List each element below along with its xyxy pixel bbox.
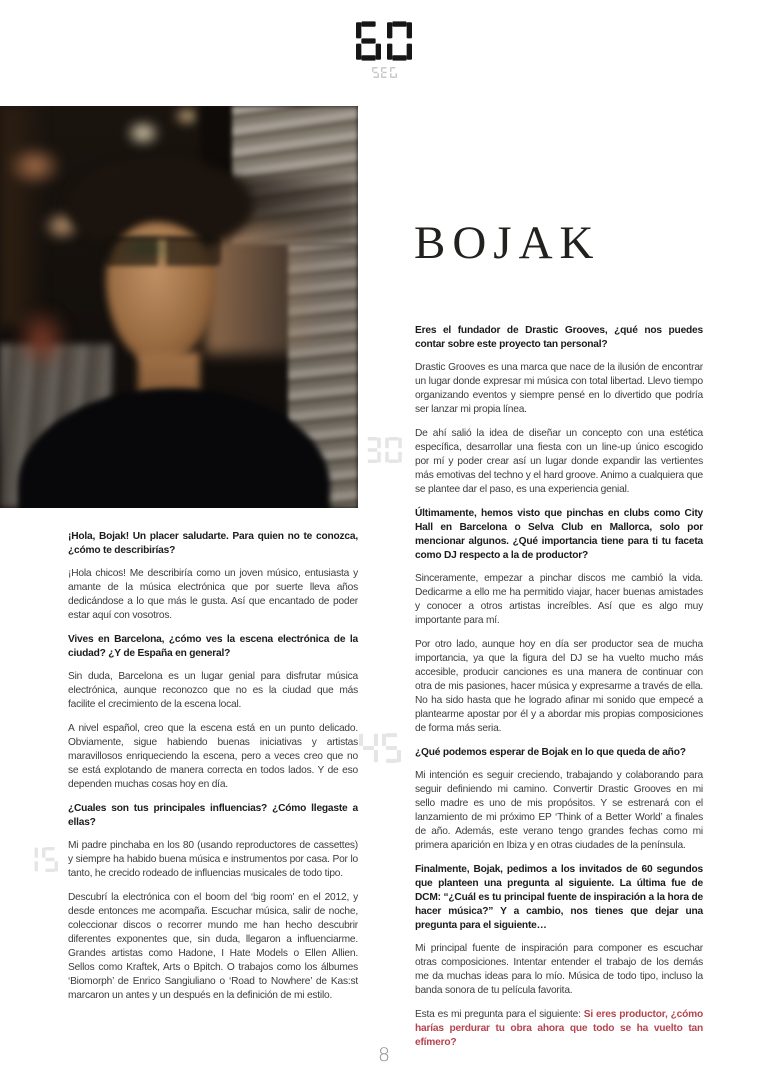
timeline-marker-15 [22,847,58,872]
interview-question: Eres el fundador de Drastic Grooves, ¿qué nos puedes contar sobre este proyecto tan personal? [415,325,703,350]
segment-char [364,437,381,463]
segment-char [381,67,388,78]
interview-answer: Drastic Grooves es una marca que nace de la ilusión de encontrar un lugar donde expresar mi música con total libertad. Llevo tiempo organizando eventos y siempre pensé en lo divertido que podría ser lanzar mi propia línea. [415,362,703,415]
interview-question: Últimamente, hemos visto que pinchas en clubs como City Hall en Barcelona o Selva Club en Mallorca, solo por mencionar algunos. ¿Qué importancia tiene para ti tu faceta como DJ respecto a la de productor? [415,508,703,561]
segment-char [390,67,397,78]
segment-char [385,437,402,463]
masthead [0,21,768,78]
interview-answer: Descubrí la electrónica con el boom del ‘big room’ en el 2012, y desde entonces me acompaña. Escuchar música, salir de noche, coleccionar discos o recorrer mundo me han hecho descubrir diferentes exponentes que, sin duda, llegaron a influenciarme. Grandes artistas como Hadone, I Hate Models o Ellen Allien. Sellos como Kraftek, Arts o Bpitch. O trabajos como los álbumes ‘Biomorph’ de Enrico Sangiuliano o ‘Road to Nowhere’ de Kas:st marcaron un antes y un después en la definición de mi estilo. [68,892,358,1001]
interview-question: Finalmente, Bojak, pedimos a los invitados de 60 segundos que planteen una pregunta al siguiente. La última fue de DCM: “¿Cuál es tu principal fuente de inspiración a la hora de hacer música?” Y a cambio, nos tienes que dejar una pregunta para el siguiente… [415,864,703,931]
answer-lead-text: Esta es mi pregunta para el siguiente: [415,1009,584,1020]
segment-char [372,67,379,78]
segment-char [359,733,378,763]
interview-left-column [68,527,358,1013]
interview-answer: Sinceramente, empezar a pinchar discos me cambió la vida. Dedicarme a ello me ha permitido viajar, hacer buenas amistades y conocer a otros artistas increíbles. Así que es algo muy importante para mí. [415,573,703,626]
interview-answer: ¡Hola chicos! Me describiría como un joven músico, entusiasta y amante de la música electrónica que por suerte lleva años dedicándose a lo que más le gusta. Así que encantado de poder estar aquí con vosotros. [68,568,358,621]
page-number: 8 [377,1044,391,1066]
seconds-unit-label [372,67,397,78]
interview-right-column [415,321,703,1060]
interview-answer: De ahí salió la idea de diseñar un concepto con una estética específica, desarrollar una fiesta con un line-up único escogido por mí y poder crear así un lugar donde expandir las vertientes más emotivas del techno y el hard groove. Animo a cualquiera que se plantee dar el paso, es una experiencia genial. [415,428,703,495]
artist-portrait-photo [0,106,358,508]
segment-char [42,847,58,872]
segment-char [387,21,412,61]
interview-question: ¿Cuales son tus principales influencias? ¿Cómo llegaste a ellas? [68,803,358,828]
interview-answer: Por otro lado, aunque hoy en día ser productor sea de mucha importancia, ya que la figura del DJ se ha vuelto mucho más accesible, producir canciones es una manera de continuar con otra de mis pasiones, hacer música y expresarme a través de ella. No ha sido hasta que he logrado afinar mi sonido que empecé a plantearme apostar por él y a abordar mis propias composiciones de forma más seria. [415,639,703,734]
next-question-highlight: Si eres productor, ¿cómo harías perdurar tu obra ahora que todo se ha vuelto tan efímero? [415,1009,703,1048]
segment-char [382,733,401,763]
seconds-number-display [356,21,412,61]
interview-question: ¡Hola, Bojak! Un placer saludarte. Para quien no te conozca, ¿cómo te describirías? [68,531,358,556]
interview-question: ¿Qué podemos esperar de Bojak en lo que queda de año? [415,747,686,758]
photo-glasses [103,236,221,266]
segment-char [22,847,38,872]
segment-char [356,21,381,61]
interview-answer: A nivel español, creo que la escena está en un punto delicado. Obviamente, sigue habiendo buenas iniciativas y artistas maravillosos enriqueciendo la escena, pero a veces creo que no se está explotando de manera correcta en todos lados. Y de eso dependen muchas cosas hoy en día. [68,723,358,790]
artist-name-title: BOJAK [414,217,601,269]
photo-red-light [14,306,70,372]
timeline-marker-45 [359,733,401,763]
interview-question: Vives en Barcelona, ¿cómo ves la escena electrónica de la ciudad? ¿Y de España en general? [68,634,358,659]
photo-motion-blur-face [205,222,357,354]
interview-answer: Sin duda, Barcelona es un lugar genial para disfrutar música electrónica, aunque reconozco que no es la ciudad que más facilite el crecimiento de la escena local. [68,671,358,710]
interview-answer: Mi intención es seguir creciendo, trabajando y colaborando para seguir definiendo mi camino. Convertir Drastic Grooves en mi sello madre es uno de mis propósitos. Y se estrenará con el lanzamiento de mi próximo EP ‘Think of a Better World’ a finales de año. Además, este verano tengo grandes fechas como mi primera aparición en Ibiza y en otras ciudades de la península. [415,770,703,851]
interview-answer: Mi padre pinchaba en los 80 (usando reproductores de cassettes) y siempre ha habido buena música e instrumentos por casa. Por lo tanto, he crecido rodeado de influencias musicales de todo tipo. [68,840,358,879]
timeline-marker-30 [364,437,402,463]
interview-answer: Mi principal fuente de inspiración para componer es escuchar otras composiciones. Intentar entender el trabajo de los demás me da muchas ideas para lo mío. Música de todo tipo, incluso la banda sonora de tu película favorita. [415,943,703,996]
